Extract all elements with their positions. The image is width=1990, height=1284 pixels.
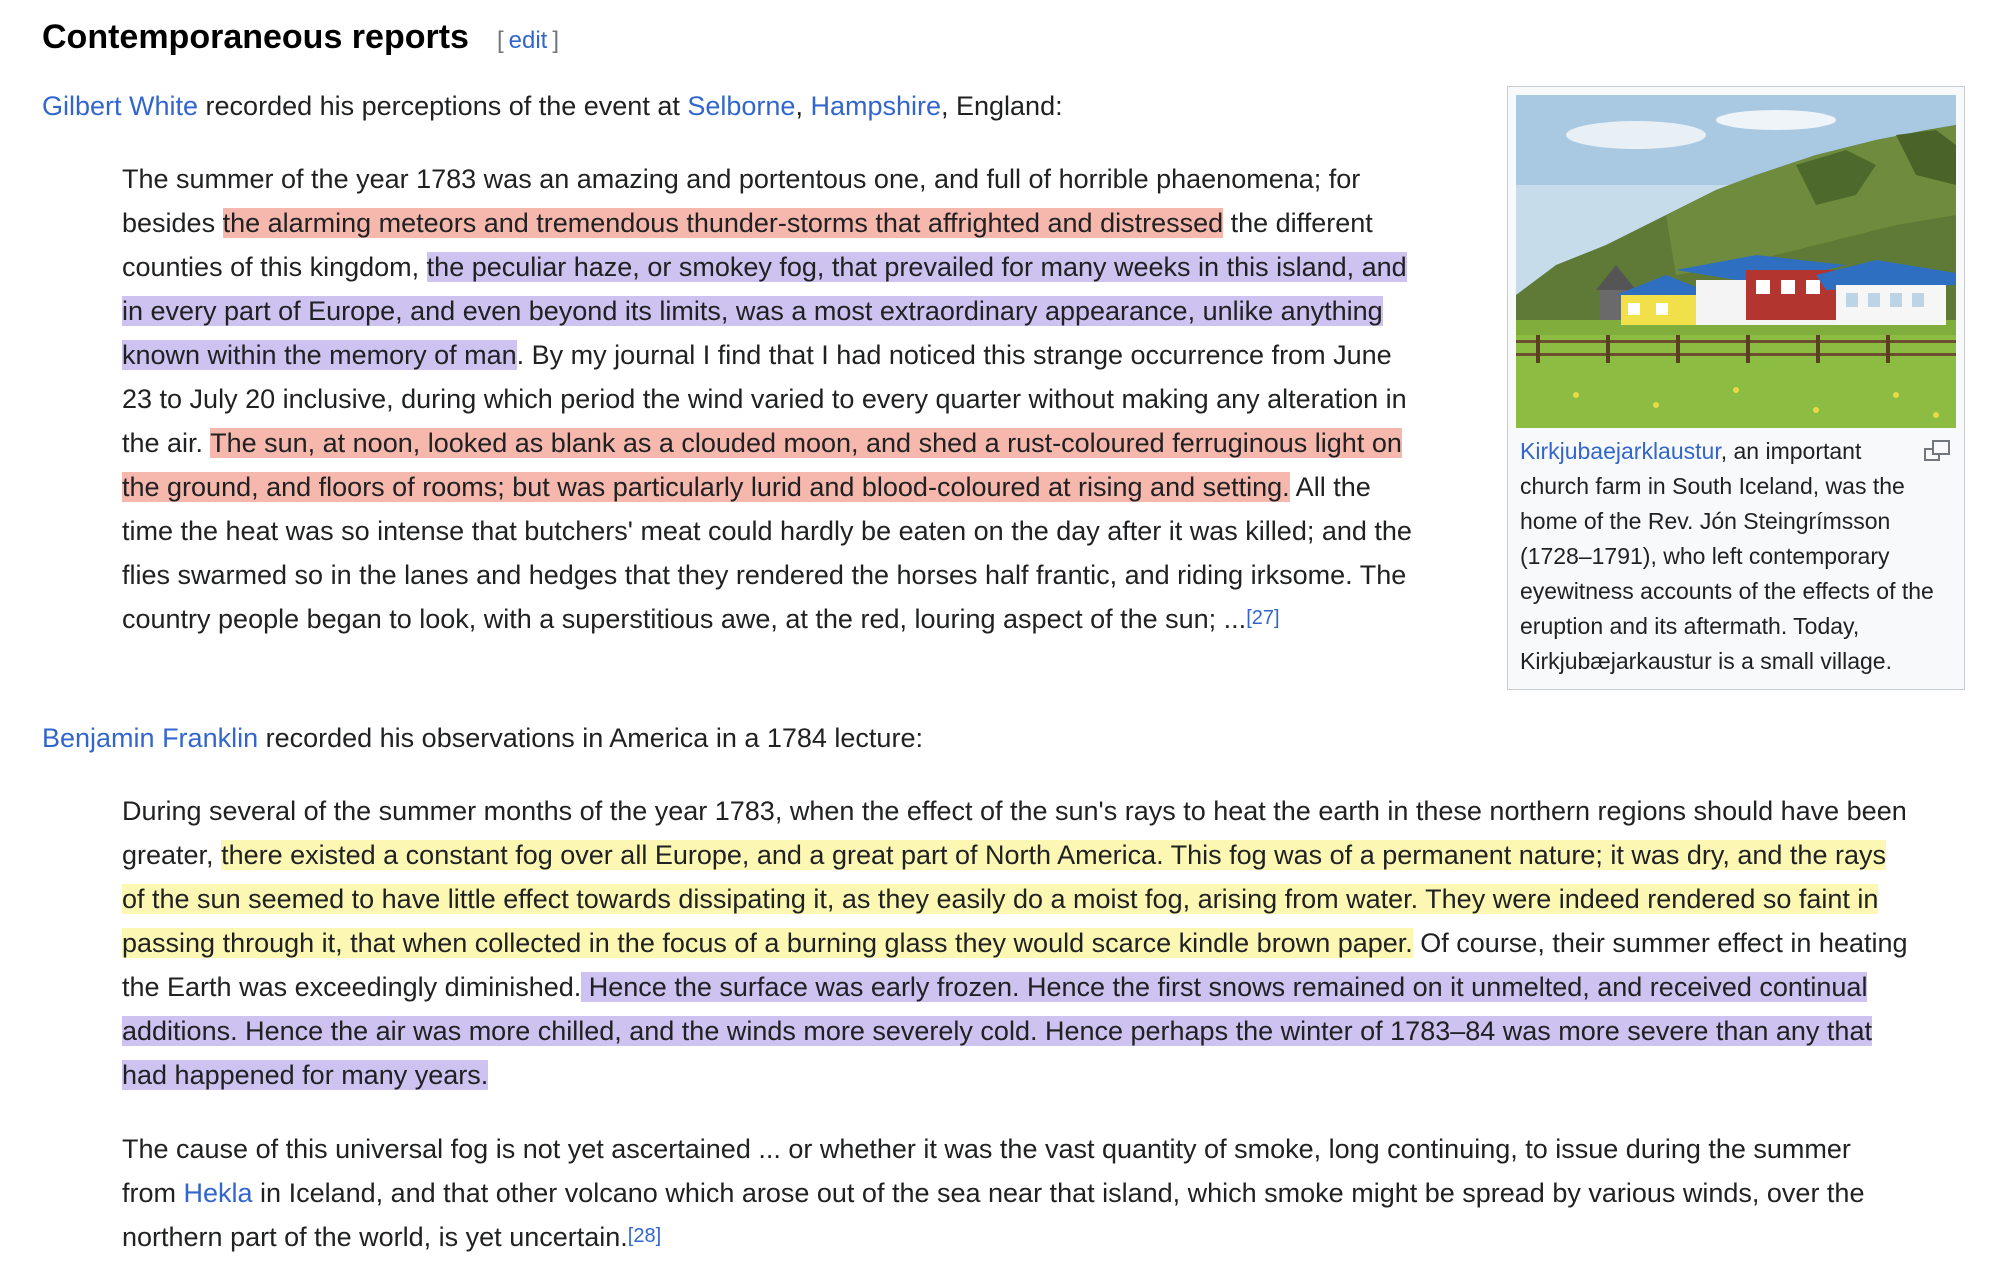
franklin-quote-text-2: Of course, their summer effect in heating the Earth was exceedingly diminished. (122, 928, 1908, 1002)
white-quote (122, 157, 1412, 641)
figure-thumbnail (1507, 86, 1965, 690)
intro-white-tail: , England: (941, 91, 1063, 121)
franklin-quote2-text-2: in Iceland, and that other volcano which arose out of the sea near that island, which smoke might be spread by various winds, over the northern part of the world, is yet uncertain. (122, 1178, 1865, 1252)
kirkjubaejarklaustur-link[interactable]: Kirkjubaejarklaustur (1520, 438, 1721, 464)
franklin-highlight-frozen: Hence the surface was early frozen. Hence the first snows remained on it unmelted, and received continual additions. Hence the air was more chilled, and the winds more severely cold. Hence perhaps the winter of 1783–84 was more severe than any that had happened for many years. (122, 972, 1872, 1090)
franklin-quote-text-1: During several of the summer months of the year 1783, when the effect of the sun's rays to heat the earth in these northern regions should have been greater, (122, 796, 1907, 870)
edit-bracket-open: [ (496, 27, 504, 54)
edit-bracket-close: ] (552, 27, 559, 54)
intro-white-separator: , (795, 91, 811, 121)
intro-white-text: recorded his perceptions of the event at (198, 91, 688, 121)
kirkjubaejarklaustur-photo[interactable] (1516, 95, 1956, 428)
selborne-link[interactable]: Selborne (687, 91, 796, 121)
white-highlight-meteors: the alarming meteors and tremendous thunder-storms that affrighted and distressed (222, 208, 1224, 238)
franklin-highlight-fog: there existed a constant fog over all Europe, and a great part of North America. This fog was of a permanent nature; it was dry, and the rays of the sun seemed to have little effect towards dissipating it, as they easily do a moist fog, arising from water. They were indeed rendered so faint in passing through it, that when collected in the focus of a burning glass they would scarce kindle brown paper. (122, 840, 1886, 958)
intro-franklin-paragraph (42, 716, 923, 760)
white-quote-text-4: All the time the heat was so intense that butchers' meat could hardly be eaten on the day after it was killed; and the flies swarmed so in the lanes and hedges that they rendered the horses half frantic, and riding irksome. The country people began to look, with a superstitious awe, at the red, louring aspect of the sun; ... (122, 472, 1412, 634)
edit-link[interactable]: edit (508, 27, 548, 54)
reference-28-link[interactable]: [28] (627, 1225, 662, 1247)
edit-section (497, 27, 559, 55)
gilbert-white-link[interactable]: Gilbert White (42, 91, 199, 121)
section-heading (42, 18, 559, 57)
hekla-link[interactable]: Hekla (183, 1178, 253, 1208)
white-quote-text-1: The summer of the year 1783 was an amazing and portentous one, and full of horrible phaenomena; for besides (122, 164, 1361, 238)
enlarge-icon[interactable] (1924, 440, 1950, 462)
white-quote-text-3: . By my journal I find that I had noticed this strange occurrence from June 23 to July 20 inclusive, during which period the wind varied to every quarter without making any alteration in the air. (122, 340, 1407, 458)
white-quote-text-2: the different counties of this kingdom, (122, 208, 1373, 282)
hampshire-link[interactable]: Hampshire (810, 91, 941, 121)
white-highlight-sun: The sun, at noon, looked as blank as a clouded moon, and shed a rust-coloured ferruginous light on the ground, and floors of rooms; but was particularly lurid and blood-coloured at rising and setting. (122, 428, 1402, 502)
benjamin-franklin-link[interactable]: Benjamin Franklin (42, 723, 259, 753)
intro-franklin-text: recorded his observations in America in a 1784 lecture: (258, 723, 923, 753)
caption-text: , an important church farm in South Iceland, was the home of the Rev. Jón Steingrímsson (1728–1791), who left contemporary eyewitness accounts of the effects of the eruption and its aftermath. Today, Kirkjubæjarkaustur is a small village. (1520, 438, 1934, 674)
franklin-quote (122, 789, 1912, 1097)
figure-caption (1520, 434, 1952, 679)
section-title: Contemporaneous reports (42, 18, 469, 56)
white-highlight-haze: the peculiar haze, or smokey fog, that prevailed for many weeks in this island, and in every part of Europe, and even beyond its limits, was a most extraordinary appearance, unlike anything known within the memory of man (122, 252, 1407, 370)
franklin-quote-2 (122, 1127, 1912, 1259)
franklin-quote2-text-1: The cause of this universal fog is not yet ascertained ... or whether it was the vast quantity of smoke, long continuing, to issue during the summer from (122, 1134, 1851, 1208)
intro-white-paragraph (42, 84, 1063, 128)
reference-27-link[interactable]: [27] (1246, 607, 1280, 629)
